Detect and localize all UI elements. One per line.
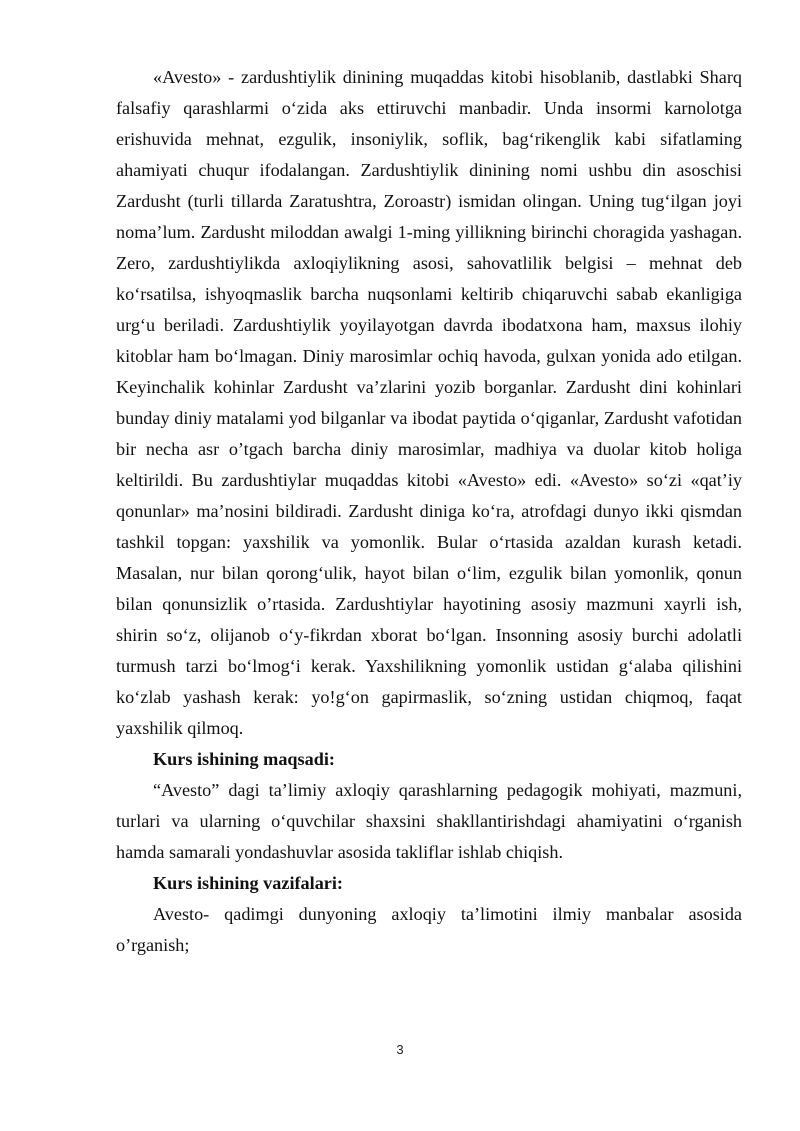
- page-number: 3: [396, 1042, 404, 1057]
- goal-heading: Kurs ishining maqsadi:: [153, 749, 335, 769]
- goal-paragraph: “Avesto” dagi ta’limiy axloqiy qarashlarning pedagogik mohiyati, mazmuni, turlari va ularning o‘quvchilar shaxsini shakllantirishdagi ahamiyatini o‘rganish hamda samarali yondashuvlar asosida takliflar ishlab chiqish.: [116, 780, 742, 862]
- tasks-paragraph: Avesto- qadimgi dunyoning axloqiy ta’limotini ilmiy manbalar asosida o’rganish;: [116, 904, 742, 955]
- tasks-heading: Kurs ishining vazifalari:: [153, 873, 343, 893]
- intro-paragraph: «Avesto» - zardushtiylik dinining muqaddas kitobi hisoblanib, dastlabki Sharq falsafiy qarashlarmi o‘zida aks ettiruvchi manbadir. Unda insormi karnolotga erishuvida mehnat, ezgulik, insoniylik, soflik, bag‘rikenglik kabi sifatlaming ahamiyati chuqur ifodalangan. Zardushtiylik dinining nomi ushbu din asoschisi Zardusht (turli tillarda Zaratushtra, Zoroastr) ismidan olingan. Uning tug‘ilgan joyi noma’lum. Zardusht miloddan awalgi 1-ming yillikning birinchi choragida yashagan. Zero, zardushtiylikda axloqiylikning asosi, sahovatlilik belgisi – mehnat deb ko‘rsatilsa, ishyoqmaslik barcha nuqsonlami keltirib chiqaruvchi sabab ekanligiga urg‘u beriladi. Zardushtiylik yoyilayotgan davrda ibodatxona ham, maxsus ilohiy kitoblar ham bo‘lmagan. Diniy marosimlar ochiq havoda, gulxan yonida ado etilgan. Keyinchalik kohinlar Zardusht va’zlarini yozib borganlar. Zardusht dini kohinlari bunday diniy matalami yod bilganlar va ibodat paytida o‘qiganlar, Zardusht vafotidan bir necha asr o’tgach barcha diniy marosimlar, madhiya va duolar kitob holiga keltirildi. Bu zardushtiylar muqaddas kitobi «Avesto» edi. «Avesto» so‘zi «qat’iy qonunlar» ma’nosini bildiradi. Zardusht diniga ko‘ra, atrofdagi dunyo ikki qismdan tashkil topgan: yaxshilik va yomonlik. Bular o‘rtasida azaldan kurash ketadi. Masalan, nur bilan qorong‘ulik, hayot bilan o‘lim, ezgulik bilan yomonlik, qonun bilan qonunsizlik o’rtasida. Zardushtiylar hayotining asosiy mazmuni xayrli ish, shirin so‘z, olijanob o‘y-fikrdan xborat bo‘lgan. Insonning asosiy burchi adolatli turmush tarzi bo‘lmog‘i kerak. Yaxshilikning yomonlik ustidan g‘alaba qilishini ko‘zlab yashash kerak: yo!g‘on gapirmaslik, so‘zning ustidan chiqmoq, faqat yaxshilik qilmoq.: [116, 67, 742, 738]
- page-body: [116, 62, 742, 961]
